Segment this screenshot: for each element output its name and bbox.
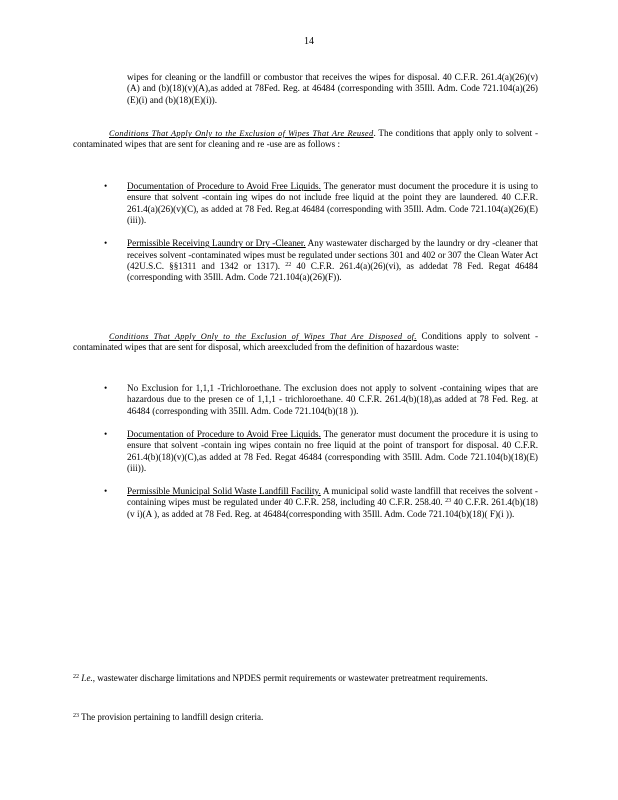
footnote-number: 22 [73,674,79,680]
bullet-icon: • [104,428,108,439]
item-text: A municipal solid waste landfill that receives the solvent -containing wipes must be regulated under 40 C.F.R. 258, including 40 C.F.R. 258.40. [127,485,538,508]
list-item [104,429,538,475]
footnote-22 [73,673,538,685]
item-title: Documentation of Procedure to Avoid Free Liquids. [127,428,321,439]
item-text: The generator must document the procedure it is using to ensure that solvent -contain ing wipes contain no free liquid at the point of transport for disposal. 40 C.F.R. 261.4(b)(18)(v)(C),as added at 78 Fed. Regat 46484 (corresponding with 35Ill. Adm. Code 721.104(b)(18)(E)(iii)). [127,428,538,473]
footnote-ref: 23 [445,498,452,505]
footnote-text: The provision pertaining to landfill design criteria. [81,712,264,722]
footnote-23 [73,712,538,724]
list-item [104,486,538,520]
reused-conditions-list [104,181,538,295]
list-item [104,238,538,284]
section-disposed-intro: Conditions apply to solvent -contaminated wipes that are sent for disposal, which areexcluded from the definition of hazardous waste: [73,331,539,353]
section-disposed-heading: Conditions That Apply Only to the Exclusion of Wipes That Are Disposed of. [109,332,417,341]
bullet-icon: • [104,181,108,191]
item-title: Permissible Municipal Solid Waste Landfill Facility. [127,485,321,496]
item-text: No Exclusion for 1,1,1 -Trichloroethane. The exclusion does not apply to solvent -containing wipes that are hazardous due to the presen ce of 1,1,1 - trichloroethane. 40 C.F.R. 261.4(b)(18),as added at 78 Fed. Reg. at 46484 (corresponding with 35Ill. Adm. Code 721.104(b)(18 )). [127,383,538,416]
footnote-ref: 22 [285,261,292,268]
bullet-icon: • [104,383,108,393]
bullet-icon: • [104,238,108,249]
item-text: The generator must document the procedure it is using to ensure that solvent -contain ing wipes do not include free liquid at the point they are laundered. 40 C.F.R. 261.4(a)(26)(v)(C), as added at 78 Fed. Reg.at 46484 (corresponding with 35Ill. Adm. Code 721.104(a)(26)(E)(iii)). [127,181,538,226]
section-reused [73,128,538,151]
item-text: Any wastewater discharged by the laundry or dry -cleaner that receives solvent -contaminated wipes must be regulated under sections 301 and 402 or 307 the Clean Water Act (42U.S.C. §§1311 and 1342 or 1317). [127,238,538,271]
section-reused-intro: conditions that apply only to solvent -contaminated wipes that are sent for cleaning and re -use are as follows : [73,128,539,150]
disposed-conditions-list [104,383,538,532]
footnote-italic: I.e., [81,673,95,683]
section-reused-heading: Conditions That Apply Only to the Exclusion of Wipes That Are Reused [109,129,374,138]
list-item [104,383,538,417]
list-item [104,181,538,227]
section-reused-heading-tail: . The [373,128,393,138]
intro-continuation: wipes for cleaning or the landfill or combustor that receives the wipes for disposal. 40 C.F.R. 261.4(a)(26)(v)(A) and (b)(18)(v)(A),as added at 78Fed. Reg. at 46484 (corresponding with 35Ill. Adm. Code 721.104(a)(26)(E)(i) and (b)(18)(E)(i)). [127,72,538,105]
item-text-cont: 40 C.F.R. 261.4(b)(18)(v i)(A ), as added at 78 Fed. Reg. at 46484(corresponding with 35Ill. Adm. Code 721.104(b)(18)( F)(i )). [127,497,538,519]
item-title: Permissible Receiving Laundry or Dry -Cleaner. [127,238,306,249]
footnote-text: wastewater discharge limitations and NPDES permit requirements or wastewater pretreatment requirements. [97,673,488,683]
section-disposed [73,331,538,354]
footnote-number: 23 [73,713,79,719]
page-number: 14 [304,36,314,47]
item-title: Documentation of Procedure to Avoid Free Liquids. [127,181,321,191]
bullet-icon: • [104,485,108,496]
item-text-cont: 40 C.F.R. 261.4(a)(26)(vi), as addedat 78 Fed. Regat 46484 (corresponding with 35Ill. Adm. Code 721.104(a)(26)(F)). [127,260,539,283]
